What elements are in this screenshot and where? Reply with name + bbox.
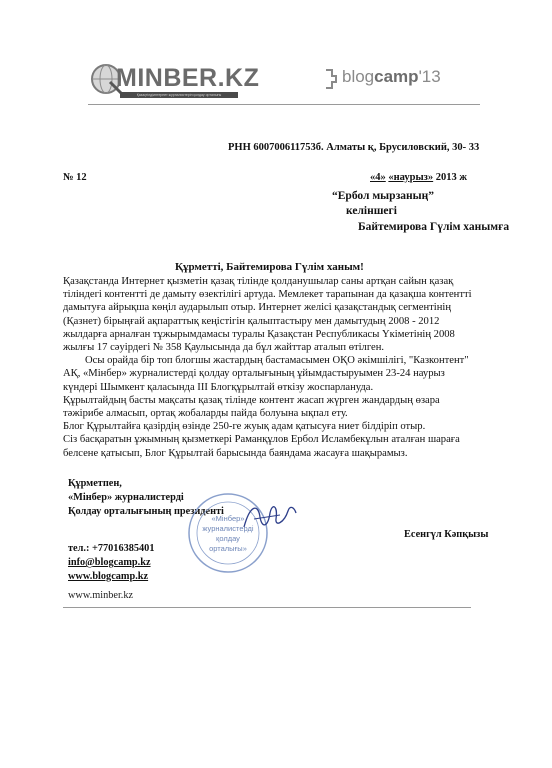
stamp-line-3: қолдау: [216, 534, 240, 543]
sender-address: РНН 600700611753б. Алматы қ, Брусиловский, 30- 33: [228, 142, 480, 153]
minber-logo: [90, 62, 260, 102]
blogcamp-word: blog: [342, 67, 375, 86]
addressee-line-2: келіншегі: [346, 205, 397, 217]
body-line: (Қазнет) бірыңғай ақпараттық кеңістігін қалыптастыру мен дамытудың 2008 - 2012: [63, 315, 440, 327]
closing-line-1: Құрметпен,: [68, 478, 122, 489]
blogcamp-bold-word: camp: [374, 67, 419, 86]
body-line: Сіз басқаратын ұжымның қызметкері Раманқұлов Ербол Исламбекұлын аталған шараға: [63, 434, 460, 446]
minber-tagline: Қазақтілдіинтернет журналистерін қолдау орталығы: [120, 92, 238, 98]
body-line: Құрылтайдың басты мақсаты қазақ тілінде контент жасап жүрген жандардың өзара: [63, 394, 440, 406]
header-divider: [88, 104, 480, 105]
blogcamp-logo: [322, 66, 472, 96]
greeting: Құрметті, Байтемирова Гүлім ханым!: [175, 261, 364, 273]
addressee-line-1: “Ербол мырзаның”: [332, 190, 435, 202]
addressee-line-3: Байтемирова Гүлім ханымға: [358, 221, 510, 233]
signer-name: Есенгүл Кәпқызы: [404, 529, 489, 540]
body-line: күндері Шымкент қаласында ІІІ Блогқұрылтай өткізу жоспарлануда.: [63, 381, 374, 393]
body-line: Қазақстанда Интернет қызметін қазақ тілінде қолданушылар саны артқан сайын қазақ: [63, 276, 454, 287]
contact-phone: тел.: +77016385401: [68, 543, 155, 554]
blogcamp-year: '13: [418, 67, 441, 86]
date-month: «наурыз»: [388, 172, 434, 183]
stamp-line-2: журналистерді: [202, 524, 254, 533]
body-line: тіліндегі контенттi де дамыту өзектілігі артуда. Мемлекет тарапынан да қазақша контентті: [63, 289, 472, 301]
body-line: Блог Құрылтайға қазірдің өзінде 250-ге жуық адам қатысуға ниет білдіріп отыр.: [63, 421, 426, 433]
stamp-line-1: «Мінбер»: [211, 514, 245, 523]
letter-date: [370, 172, 467, 183]
blogcamp-logo-text: [342, 67, 441, 87]
stamp-line-4: орталығы»: [209, 544, 247, 553]
body-line: жылғы 17 сәуірдегі № 358 Қаулысында да бұл жайттар аталып өтілген.: [63, 342, 385, 354]
body-line: жылдарға арналған тұжырымдамасы туралы Қазақстан Республикасы Үкіметінің 2008: [63, 328, 455, 340]
handwritten-signature: [240, 497, 300, 537]
closing-line-2: «Мінбер» журналистерді: [68, 492, 184, 503]
blogcamp-bracket-icon: [322, 68, 340, 90]
website-link[interactable]: www.minber.kz: [68, 590, 134, 601]
contact-blog-link[interactable]: www.blogcamp.kz: [68, 571, 149, 582]
body-line: АҚ, «Мінбер» журналистерді қолдау орталығының ұйымдастыруымен 23-24 наурыз: [63, 368, 445, 380]
closing-line-3: Қолдау орталығының президенті: [68, 506, 224, 517]
date-year: 2013 ж: [435, 172, 468, 183]
footer-divider: [63, 607, 471, 608]
body-line: Осы орайда бір топ блогшы жастардың бастамасымен ОҚО әкімшілігі, "Казконтент": [85, 355, 469, 367]
body-line: дамытуға айрықша көңіл аударылып отыр. Интернет желісі қазақстандық сегментінің: [63, 302, 452, 314]
body-line: белсене қатысып, Блог Құрылтай барысында баяндама жасауға шақырамыз.: [63, 447, 408, 459]
letter-number: № 12: [63, 172, 87, 183]
contact-email-link[interactable]: info@blogcamp.kz: [68, 557, 151, 568]
letter-body: [63, 275, 503, 460]
minber-logo-text: MINBER.KZ: [116, 64, 260, 92]
body-line: тәжірибе алмасып, ортақ жобаларды пайда болуына ықпал ету.: [63, 408, 348, 420]
date-day: «4»: [370, 172, 386, 183]
